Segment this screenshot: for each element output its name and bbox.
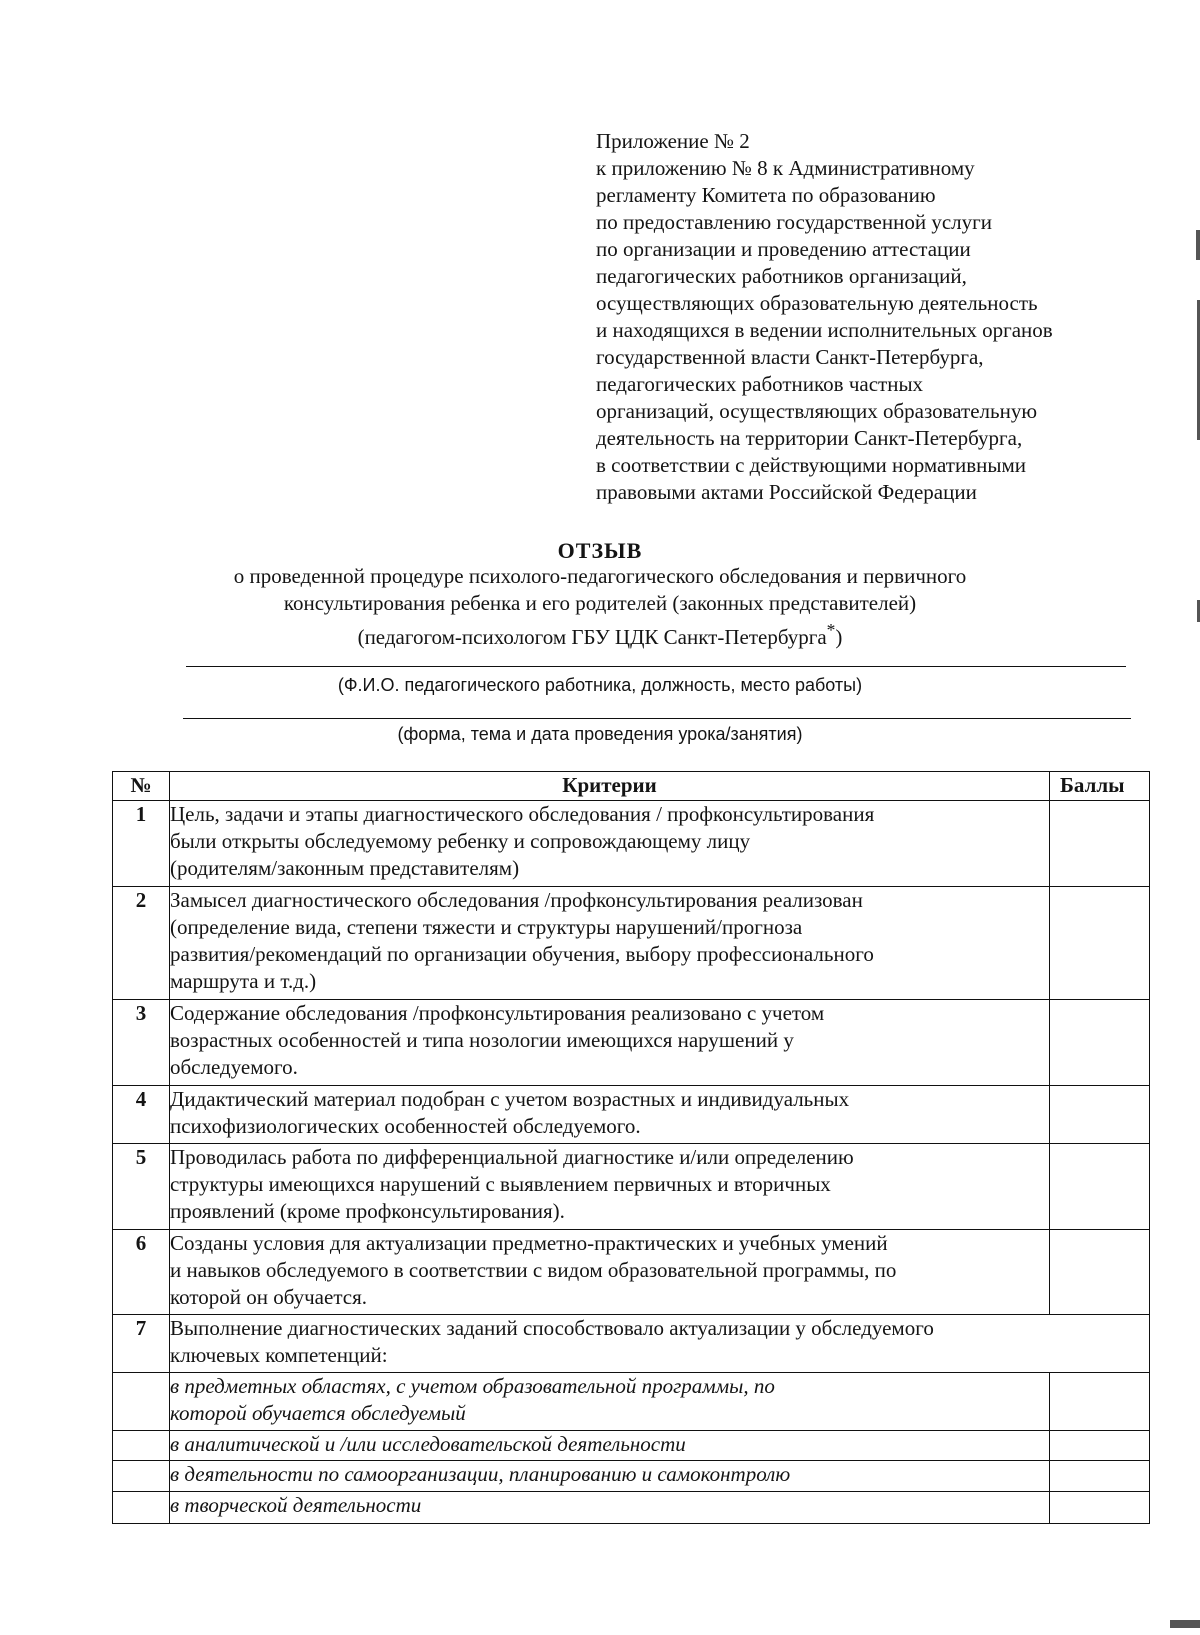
criterion-line: и навыков обследуемого в соответствии с видом образовательной программы, по: [170, 1258, 897, 1282]
score-cell[interactable]: [1050, 887, 1150, 1000]
score-cell[interactable]: [1050, 1492, 1150, 1524]
lesson-info-field-line[interactable]: [183, 718, 1131, 719]
competency-text: [170, 1492, 1050, 1524]
appendix-line: деятельность на территории Санкт-Петербурга,: [596, 426, 1023, 450]
row-number: 1: [113, 801, 170, 887]
criterion-line: которой он обучается.: [170, 1285, 367, 1309]
appendix-line: и находящихся в ведении исполнительных органов: [596, 318, 1053, 342]
competency-text: [170, 1431, 1050, 1461]
criterion-text: [170, 1315, 1150, 1373]
criterion-line: Цель, задачи и этапы диагностического обследования / профконсультирования: [170, 802, 875, 826]
competency-text: [170, 1373, 1050, 1431]
appendix-line: правовыми актами Российской Федерации: [596, 480, 977, 504]
header-score: Баллы: [1050, 772, 1150, 801]
criterion-line: психофизиологических особенностей обследуемого.: [170, 1114, 641, 1138]
competency-line: в деятельности по самоорганизации, планированию и самоконтролю: [170, 1462, 791, 1486]
criterion-line: Дидактический материал подобран с учетом возрастных и индивидуальных: [170, 1087, 850, 1111]
row-number: 5: [113, 1144, 170, 1230]
document-subtitle: [0, 563, 1200, 651]
row-number: [113, 1492, 170, 1524]
criterion-line: Проводилась работа по дифференциальной диагностике и/или определению: [170, 1145, 854, 1169]
table-subrow: [113, 1492, 1150, 1524]
competency-line: в предметных областях, с учетом образовательной программы, по: [170, 1374, 775, 1398]
subtitle-last: (педагогом-психологом ГБУ ЦДК Санкт-Петербурга: [357, 625, 827, 649]
score-cell[interactable]: [1050, 1431, 1150, 1461]
score-cell[interactable]: [1050, 1000, 1150, 1086]
lesson-info-caption: (форма, тема и дата проведения урока/занятия): [397, 724, 803, 744]
subtitle-close: ): [835, 625, 843, 649]
row-number: 3: [113, 1000, 170, 1086]
row-number: 4: [113, 1086, 170, 1144]
teacher-info-field-line[interactable]: [186, 666, 1126, 667]
subtitle-line: консультирования ребенка и его родителей (законных представителей): [283, 591, 917, 615]
row-number: [113, 1431, 170, 1461]
table-subrow: [113, 1373, 1150, 1431]
table-row: [113, 887, 1150, 1000]
criterion-line: (родителям/законным представителям): [170, 856, 520, 880]
row-number: 2: [113, 887, 170, 1000]
criterion-line: Созданы условия для актуализации предметно-практических и учебных умений: [170, 1231, 888, 1255]
criterion-text: [170, 887, 1050, 1000]
score-cell[interactable]: [1050, 1230, 1150, 1315]
competency-line: в творческой деятельности: [170, 1493, 422, 1517]
competency-line: которой обучается обследуемый: [170, 1401, 466, 1425]
criterion-text: [170, 801, 1050, 887]
criteria-table: [112, 771, 1150, 1524]
table-row: [113, 1144, 1150, 1230]
table-row: [113, 1000, 1150, 1086]
row-number: [113, 1461, 170, 1492]
score-cell[interactable]: [1050, 801, 1150, 887]
criterion-line: (определение вида, степени тяжести и структуры нарушений/прогноза: [170, 915, 803, 939]
criterion-line: ключевых компетенций:: [170, 1343, 388, 1367]
header-number: №: [113, 772, 170, 801]
subtitle-line: о проведенной процедуре психолого-педагогического обследования и первичного: [233, 564, 967, 588]
teacher-info-caption: (Ф.И.О. педагогического работника, должность, место работы): [337, 675, 863, 695]
appendix-line: осуществляющих образовательную деятельность: [596, 291, 1038, 315]
row-number: 6: [113, 1230, 170, 1315]
criterion-line: Содержание обследования /профконсультирования реализовано с учетом: [170, 1001, 825, 1025]
appendix-line: педагогических работников организаций,: [596, 264, 967, 288]
row-number: 7: [113, 1315, 170, 1373]
table-row: [113, 801, 1150, 887]
table-header-row: [113, 772, 1150, 801]
score-cell[interactable]: [1050, 1373, 1150, 1431]
criterion-line: структуры имеющихся нарушений с выявлением первичных и вторичных: [170, 1172, 831, 1196]
criterion-line: проявлений (кроме профконсультирования).: [170, 1199, 565, 1223]
criterion-text: [170, 1000, 1050, 1086]
criterion-line: возрастных особенностей и типа нозологии имеющихся нарушений у: [170, 1028, 794, 1052]
table-row: [113, 1230, 1150, 1315]
table-row: [113, 1315, 1150, 1373]
appendix-line: к приложению № 8 к Административному: [596, 156, 975, 180]
criterion-text: [170, 1230, 1050, 1315]
table-subrow: [113, 1431, 1150, 1461]
appendix-line: по организации и проведению аттестации: [596, 237, 971, 261]
criterion-line: Выполнение диагностических заданий способствовало актуализации у обследуемого: [170, 1316, 934, 1340]
header-criteria: Критерии: [170, 772, 1050, 801]
document-title: ОТЗЫВ: [557, 538, 643, 563]
score-cell[interactable]: [1050, 1144, 1150, 1230]
appendix-line: педагогических работников частных: [596, 372, 924, 396]
table-subrow: [113, 1461, 1150, 1492]
footnote-mark: *: [826, 620, 836, 640]
criterion-line: Замысел диагностического обследования /профконсультирования реализован: [170, 888, 863, 912]
criterion-line: развития/рекомендаций по организации обучения, выбору профессионального: [170, 942, 874, 966]
appendix-line: Приложение № 2: [596, 129, 750, 153]
score-cell[interactable]: [1050, 1461, 1150, 1492]
row-number: [113, 1373, 170, 1431]
criterion-line: обследуемого.: [170, 1055, 298, 1079]
appendix-line: государственной власти Санкт-Петербурга,: [596, 345, 984, 369]
appendix-line: по предоставлению государственной услуги: [596, 210, 992, 234]
scan-margin-mark: [1196, 230, 1200, 260]
criterion-line: были открыты обследуемому ребенку и сопровождающему лицу: [170, 829, 751, 853]
appendix-line: регламенту Комитета по образованию: [596, 183, 936, 207]
criterion-text: [170, 1086, 1050, 1144]
criterion-text: [170, 1144, 1050, 1230]
appendix-line: в соответствии с действующими нормативными: [596, 453, 1027, 477]
table-row: [113, 1086, 1150, 1144]
subtitle-line: [0, 617, 1200, 651]
scan-margin-mark: [1170, 1620, 1200, 1628]
score-cell[interactable]: [1050, 1086, 1150, 1144]
competency-line: в аналитической и /или исследовательской деятельности: [170, 1432, 686, 1456]
appendix-line: организаций, осуществляющих образовательную: [596, 399, 1038, 423]
competency-text: [170, 1461, 1050, 1492]
criterion-line: маршрута и т.д.): [170, 969, 317, 993]
appendix-reference: [596, 128, 1186, 506]
